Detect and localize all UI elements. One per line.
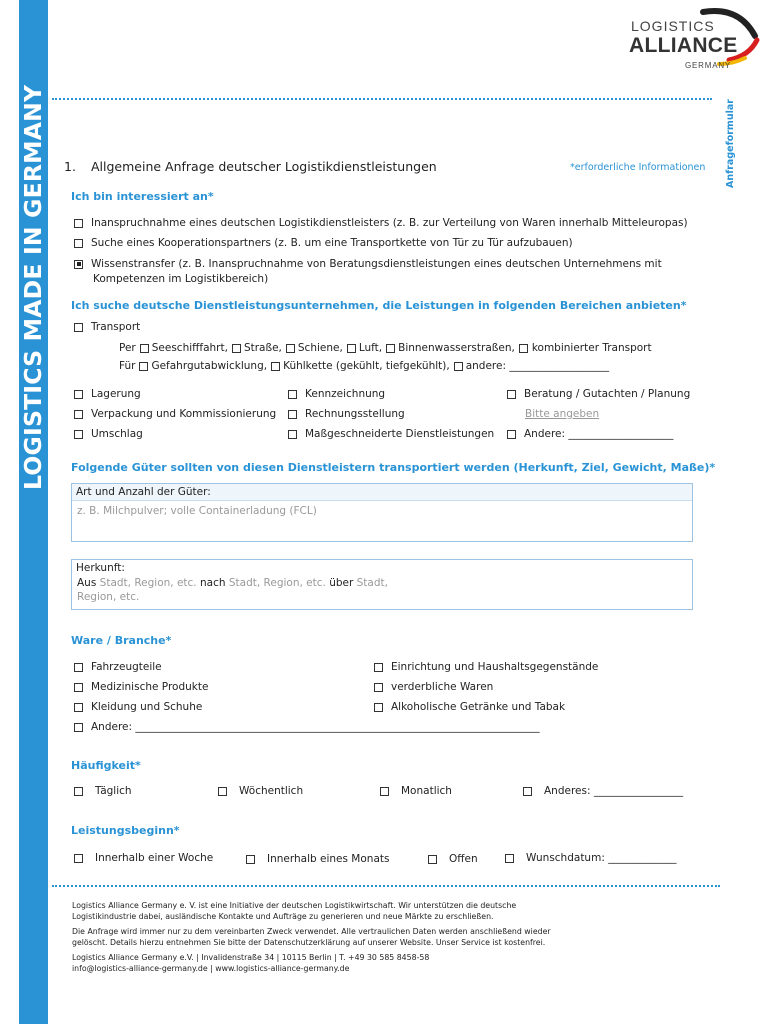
option-label: Einrichtung und Haushaltsgegenstände <box>391 661 599 673</box>
route-word: über <box>329 577 354 589</box>
checkbox[interactable] <box>74 430 83 439</box>
ware-other[interactable] <box>74 721 540 733</box>
specify-hint: Bitte angeben <box>525 408 600 420</box>
checkbox[interactable] <box>218 787 227 796</box>
checkbox[interactable] <box>232 344 241 353</box>
checkbox[interactable] <box>347 344 356 353</box>
service-col3-1[interactable] <box>507 388 690 400</box>
option-label: kombinierter Transport <box>531 342 652 354</box>
option-label: Seeschifffahrt, <box>151 342 228 354</box>
frequency-heading: Häufigkeit* <box>71 759 141 772</box>
checkbox-checked[interactable] <box>74 260 83 269</box>
checkbox[interactable] <box>139 362 148 371</box>
logo-line-germany: GERMANY <box>685 61 732 70</box>
frequency-daily[interactable] <box>74 785 132 797</box>
start-open[interactable] <box>428 853 478 865</box>
origin-field[interactable] <box>71 559 693 610</box>
option-label: Inanspruchnahme eines deutschen Logistikdienstleisters (z. B. zur Verteilung von Waren innerhalb Mitteleuropas) <box>91 217 688 229</box>
route-placeholder: Stadt, <box>356 577 388 589</box>
option-label: Transport <box>91 321 141 333</box>
option-label: Monatlich <box>401 785 452 797</box>
frequency-other[interactable] <box>523 785 683 797</box>
option-label: Andere: _____________________________________________________________________________ <box>91 721 540 733</box>
interest-heading: Ich bin interessiert an* <box>71 190 214 203</box>
checkbox[interactable] <box>288 390 297 399</box>
interest-option-1[interactable] <box>74 217 688 229</box>
option-label: Umschlag <box>91 428 143 440</box>
checkbox[interactable] <box>507 430 516 439</box>
option-label: Offen <box>449 853 478 865</box>
footer-line: Die Anfrage wird immer nur zu dem vereinbarten Zweck verwendet. Alle vertraulichen Daten werden anschließend wieder <box>72 927 551 936</box>
footer-line: Logistics Alliance Germany e. V. ist eine Initiative der deutschen Logistikwirtschaft. Wir unterstützen die deutsche <box>72 901 517 910</box>
logo-line-alliance: ALLIANCE <box>629 34 738 57</box>
option-label: Fahrzeugteile <box>91 661 162 673</box>
checkbox[interactable] <box>74 239 83 248</box>
checkbox[interactable] <box>74 410 83 419</box>
option-label: Lagerung <box>91 388 141 400</box>
option-label: Luft, <box>358 342 383 354</box>
section-number: 1. <box>64 159 76 174</box>
service-col1-2[interactable] <box>74 408 276 420</box>
checkbox[interactable] <box>74 703 83 712</box>
route-placeholder: Stadt, Region, etc. <box>228 577 326 589</box>
frequency-weekly[interactable] <box>218 785 303 797</box>
footer-contact: Logistics Alliance Germany e.V. | Invalidenstraße 34 | 10115 Berlin | T. +49 30 585 8458-58 <box>72 953 430 962</box>
form-type-label: Anfrageformular <box>725 99 736 188</box>
section-title: Allgemeine Anfrage deutscher Logistikdienstleistungen <box>91 159 437 174</box>
ware-left-3[interactable] <box>74 701 202 713</box>
option-label: Innerhalb eines Monats <box>267 853 390 865</box>
origin-route-line <box>72 574 692 590</box>
checkbox[interactable] <box>74 854 83 863</box>
option-label: Straße, <box>243 342 282 354</box>
option-label: andere: ___________________ <box>465 360 610 372</box>
option-label: verderbliche Waren <box>391 681 494 693</box>
checkbox[interactable] <box>246 855 255 864</box>
option-label: Kleidung und Schuhe <box>91 701 203 713</box>
service-col2-2[interactable] <box>288 408 405 420</box>
ware-right-1[interactable] <box>374 661 598 673</box>
checkbox[interactable] <box>288 430 297 439</box>
checkbox[interactable] <box>271 362 280 371</box>
route-word: Aus <box>77 577 97 589</box>
checkbox[interactable] <box>74 663 83 672</box>
option-label: Anderes: _________________ <box>544 785 684 797</box>
footer-line: gelöscht. Details hierzu entnehmen Sie bitte der Datenschutzerklärung auf unserer Website. Unser Service ist kostenfrei. <box>72 938 546 947</box>
checkbox[interactable] <box>380 787 389 796</box>
service-col3-other[interactable] <box>507 428 673 440</box>
checkbox[interactable] <box>454 362 463 371</box>
option-label: Verpackung und Kommissionierung <box>91 408 277 420</box>
checkbox[interactable] <box>374 703 383 712</box>
option-label: Gefahrgutabwicklung, <box>151 360 268 372</box>
option-label: Wöchentlich <box>239 785 304 797</box>
checkbox[interactable] <box>507 390 516 399</box>
checkbox[interactable] <box>74 787 83 796</box>
ware-left-1[interactable] <box>74 661 162 673</box>
ware-heading: Ware / Branche* <box>71 634 172 647</box>
footer <box>72 900 692 974</box>
field-label: Art und Anzahl der Güter: <box>72 484 692 501</box>
checkbox[interactable] <box>374 683 383 692</box>
option-label: Kennzeichnung <box>305 388 386 400</box>
checkbox[interactable] <box>286 344 295 353</box>
option-label: Täglich <box>95 785 132 797</box>
transport-fuer-row <box>119 360 609 372</box>
checkbox[interactable] <box>519 344 528 353</box>
option-label: Andere: ____________________ <box>524 428 674 440</box>
sidebar-title: LOGISTICS MADE IN GERMANY <box>19 84 47 490</box>
top-divider <box>52 98 712 100</box>
checkbox[interactable] <box>374 663 383 672</box>
option-label: Innerhalb einer Woche <box>95 852 214 864</box>
option-label: Suche eines Kooperationspartners (z. B. um eine Transportkette von Tür zu Tür aufzubauen) <box>91 237 573 249</box>
footer-links[interactable]: info@logistics-alliance-germany.de | www.logistics-alliance-germany.de <box>72 964 350 973</box>
start-week[interactable] <box>74 852 213 864</box>
option-label: Schiene, <box>297 342 343 354</box>
service-col2-3[interactable] <box>288 428 494 440</box>
checkbox[interactable] <box>140 344 149 353</box>
start-date[interactable] <box>505 852 676 864</box>
checkbox[interactable] <box>74 683 83 692</box>
logo-line-logistics: LOGISTICS <box>631 18 715 34</box>
route-placeholder-continued: Region, etc. <box>77 591 140 603</box>
ware-right-2[interactable] <box>374 681 493 693</box>
option-label: Beratung / Gutachten / Planung <box>524 388 691 400</box>
route-word: nach <box>199 577 226 589</box>
option-label-continued: Kompetenzen im Logistikbereich) <box>93 273 269 285</box>
service-col2-1[interactable] <box>288 388 385 400</box>
per-prefix: Per <box>119 342 136 354</box>
required-note: *erforderliche Informationen <box>570 162 706 173</box>
option-label: Wunschdatum: _____________ <box>526 852 677 864</box>
option-label: Rechnungsstellung <box>305 408 405 420</box>
field-label: Herkunft: <box>72 560 692 574</box>
ware-right-3[interactable] <box>374 701 565 713</box>
footer-line: Logistikindustrie dabei, ausländische Kontakte und Aufträge zu generieren und neue Märkte zu erschließen. <box>72 912 494 921</box>
start-heading: Leistungsbeginn* <box>71 824 180 837</box>
checkbox[interactable] <box>74 219 83 228</box>
ware-left-2[interactable] <box>74 681 208 693</box>
service-transport[interactable] <box>74 321 140 333</box>
fuer-prefix: Für <box>119 360 136 372</box>
interest-option-2[interactable] <box>74 237 573 249</box>
checkbox[interactable] <box>74 323 83 332</box>
option-label: Alkoholische Getränke und Tabak <box>391 701 566 713</box>
service-col1-3[interactable] <box>74 428 143 440</box>
checkbox[interactable] <box>386 344 395 353</box>
option-label: Kühlkette (gekühlt, tiefgekühlt), <box>283 360 450 372</box>
start-month[interactable] <box>246 853 389 865</box>
transport-per-row <box>119 342 652 354</box>
option-label: Medizinische Produkte <box>91 681 209 693</box>
frequency-monthly[interactable] <box>380 785 452 797</box>
interest-option-3[interactable] <box>74 258 662 270</box>
checkbox[interactable] <box>288 410 297 419</box>
option-label: Wissenstransfer (z. B. Inanspruchnahme von Beratungsdienstleistungen eines deutschen Unternehmens mit <box>91 258 662 270</box>
field-placeholder: z. B. Milchpulver; volle Containerladung (FCL) <box>77 505 317 517</box>
services-heading: Ich suche deutsche Dienstleistungsunternehmen, die Leistungen in folgenden Bereichen anbieten* <box>71 299 687 312</box>
checkbox[interactable] <box>505 854 514 863</box>
goods-type-field[interactable] <box>71 483 693 542</box>
service-col1-1[interactable] <box>74 388 141 400</box>
goods-heading: Folgende Güter sollten von diesen Dienstleistern transportiert werden (Herkunft, Ziel, Gewicht, Maße)* <box>71 461 716 474</box>
route-placeholder: Stadt, Region, etc. <box>99 577 197 589</box>
checkbox[interactable] <box>523 787 532 796</box>
option-label: Binnenwasserstraßen, <box>398 342 515 354</box>
checkbox[interactable] <box>74 723 83 732</box>
checkbox[interactable] <box>428 855 437 864</box>
option-label: Maßgeschneiderte Dienstleistungen <box>305 428 495 440</box>
logo <box>627 8 762 78</box>
bottom-divider <box>52 885 720 887</box>
checkbox[interactable] <box>74 390 83 399</box>
